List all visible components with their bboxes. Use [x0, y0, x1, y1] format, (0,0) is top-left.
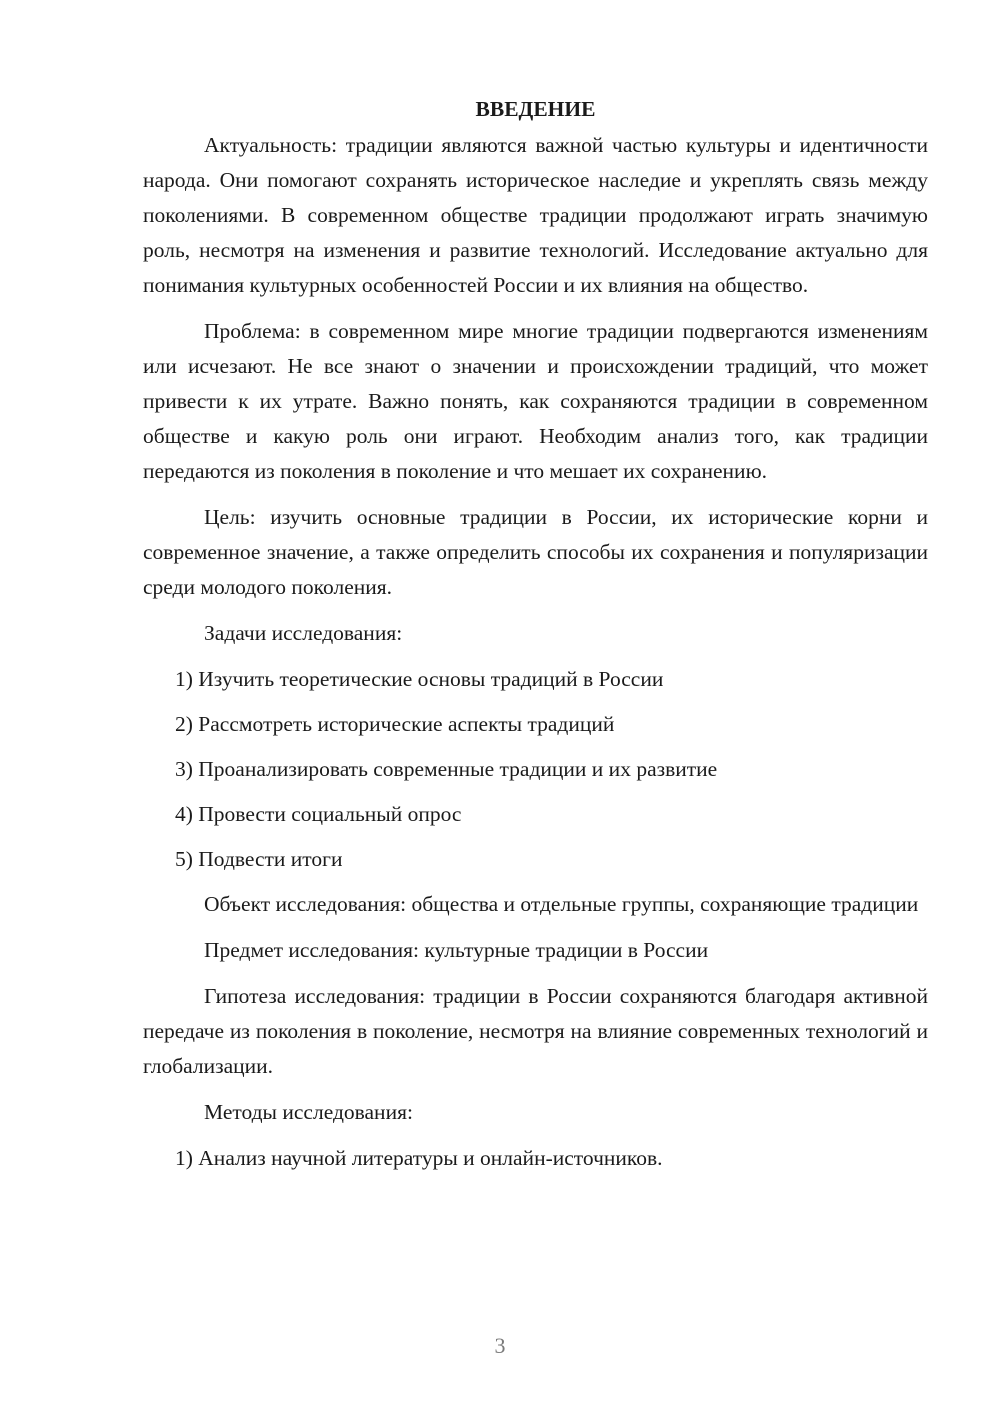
- list-item: 2) Рассмотреть исторические аспекты традиций: [175, 712, 615, 736]
- tasks-heading: Задачи исследования:: [204, 621, 403, 645]
- hypothesis-paragraph: Гипотеза исследования: традиции в России сохраняются благодаря активной передаче из поколения в поколение, несмотря на влияние современных технологий и глобализации.: [143, 984, 928, 1078]
- goal-paragraph: Цель: изучить основные традиции в России, их исторические корни и современное значение, а также определить способы их сохранения и популяризации среди молодого поколения.: [143, 505, 928, 599]
- list-item: 4) Провести социальный опрос: [175, 802, 462, 826]
- page-number: 3: [494, 1333, 506, 1358]
- methods-heading: Методы исследования:: [204, 1100, 413, 1124]
- tasks-list: [143, 662, 928, 877]
- list-item: 1) Изучить теоретические основы традиций в России: [175, 667, 664, 691]
- problem-paragraph: Проблема: в современном мире многие традиции подвергаются изменениям или исчезают. Не все знают о значении и происхождении традиций, что может привести к их утрате. Важно понять, как сохраняются традиции в современном обществе и какую роль они играют. Необходим анализ того, как традиции передаются из поколения в поколение и что мешает их сохранению.: [143, 319, 928, 483]
- relevance-paragraph: Актуальность: традиции являются важной частью культуры и идентичности народа. Они помогают сохранять историческое наследие и укреплять связь между поколениями. В современном обществе традиции продолжают играть значимую роль, несмотря на изменения и развитие технологий. Исследование актуально для понимания культурных особенностей России и их влияния на общество.: [143, 133, 928, 297]
- section-title: ВВЕДЕНИЕ: [475, 97, 596, 121]
- subject-paragraph: Предмет исследования: культурные традиции в России: [204, 938, 709, 962]
- object-paragraph: Объект исследования: общества и отдельные группы, сохраняющие традиции: [204, 892, 919, 916]
- list-item: 5) Подвести итоги: [175, 847, 343, 871]
- list-item: 3) Проанализировать современные традиции и их развитие: [175, 757, 718, 781]
- document-page: [143, 92, 928, 1186]
- methods-list: [143, 1141, 928, 1176]
- list-item: 1) Анализ научной литературы и онлайн-источников.: [175, 1146, 663, 1170]
